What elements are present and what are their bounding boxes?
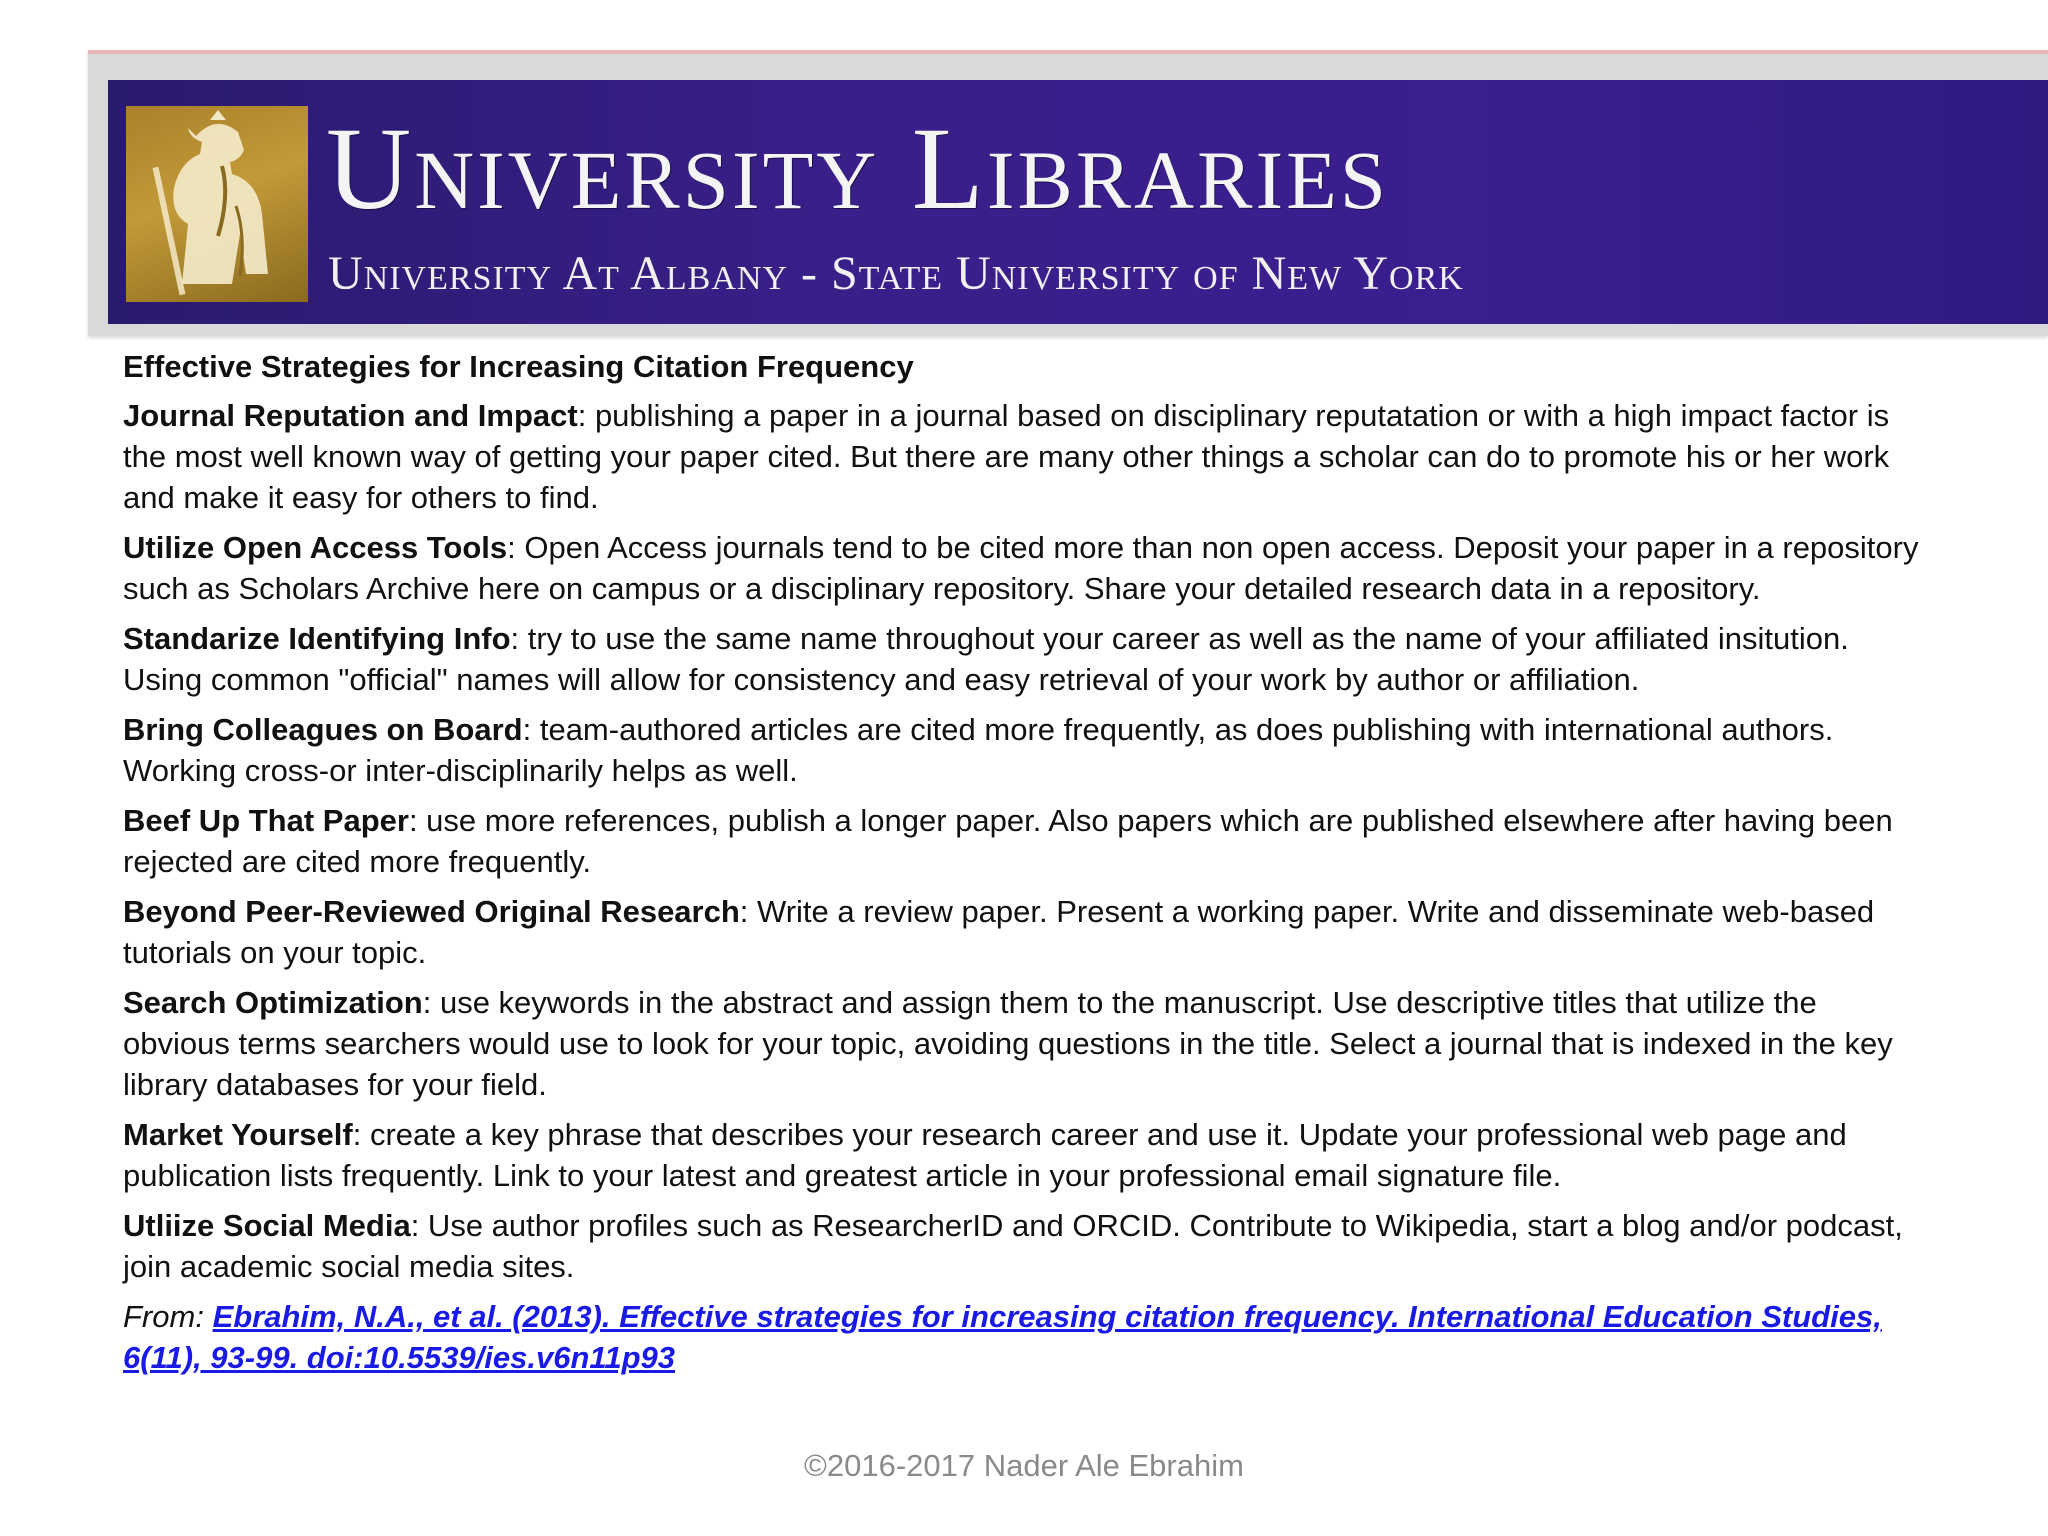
strategy-item: [123, 709, 1928, 791]
article-content: [123, 346, 1928, 1378]
strategy-item: [123, 618, 1928, 700]
strategy-text: : use more references, publish a longer paper. Also papers which are published elsewhere after having been rejected are cited more frequently.: [123, 803, 1893, 879]
strategy-item: [123, 891, 1928, 973]
strategy-term: Beyond Peer-Reviewed Original Research: [123, 894, 740, 929]
strategy-text: : team-authored articles are cited more frequently, as does publishing with international authors. Working cross-or inter-disciplinarily helps as well.: [123, 712, 1834, 788]
strategy-term: Market Yourself: [123, 1117, 353, 1152]
citation-source: [123, 1296, 1928, 1378]
strategy-text: : Write a review paper. Present a working paper. Write and disseminate web-based tutorials on your topic.: [123, 894, 1875, 970]
banner-title: University Libraries: [326, 103, 1389, 234]
strategy-text: : create a key phrase that describes your research career and use it. Update your professional web page and publication lists frequently. Link to your latest and greatest article in your professional email signature file.: [123, 1117, 1847, 1193]
strategy-item: [123, 800, 1928, 882]
strategy-item: [123, 1205, 1928, 1287]
page-title: Effective Strategies for Increasing Citation Frequency: [123, 349, 914, 384]
strategy-term: Bring Colleagues on Board: [123, 712, 523, 747]
strategy-term: Standarize Identifying Info: [123, 621, 511, 656]
strategy-item: [123, 395, 1928, 518]
strategy-item: [123, 1114, 1928, 1196]
strategy-text: : publishing a paper in a journal based on disciplinary reputatation or with a high impact factor is the most well known way of getting your paper cited. But there are many other things a scholar can do to promote his or her work and make it easy for others to find.: [123, 398, 1890, 515]
strategy-term: Utilize Open Access Tools: [123, 530, 508, 565]
strategy-text: : use keywords in the abstract and assign them to the manuscript. Use descriptive titles that utilize the obvious terms searchers would use to look for your topic, avoiding questions in the title. Select a journal that is indexed in the key library databases for your field.: [123, 985, 1893, 1102]
strategy-term: Search Optimization: [123, 985, 423, 1020]
strategy-term: Journal Reputation and Impact: [123, 398, 578, 433]
strategy-term: Utliize Social Media: [123, 1208, 411, 1243]
strategy-text: : try to use the same name throughout your career as well as the name of your affiliated insitution. Using common "official" names will allow for consistency and easy retrieval of your work by author or affiliation.: [123, 621, 1849, 697]
banner-subtitle: University At Albany - State University of New York: [328, 247, 1464, 300]
strategy-text: : Use author profiles such as ResearcherID and ORCID. Contribute to Wikipedia, start a blog and/or podcast, join academic social media sites.: [123, 1208, 1903, 1284]
minerva-statue-icon: [126, 106, 308, 302]
from-label: From:: [123, 1299, 213, 1334]
strategy-text: : Open Access journals tend to be cited more than non open access. Deposit your paper in a repository such as Scholars Archive here on campus or a disciplinary repository. Share your detailed research data in a repository.: [123, 530, 1919, 606]
header-banner: [108, 80, 2048, 324]
strategy-item: [123, 527, 1928, 609]
citation-link[interactable]: Ebrahim, N.A., et al. (2013). Effective strategies for increasing citation frequency. International Education Studies, 6(11), 93-99. doi:10.5539/ies.v6n11p93: [123, 1299, 1882, 1375]
strategy-item: [123, 982, 1928, 1105]
copyright-footer: ©2016-2017 Nader Ale Ebrahim: [804, 1448, 1244, 1483]
strategy-term: Beef Up That Paper: [123, 803, 409, 838]
